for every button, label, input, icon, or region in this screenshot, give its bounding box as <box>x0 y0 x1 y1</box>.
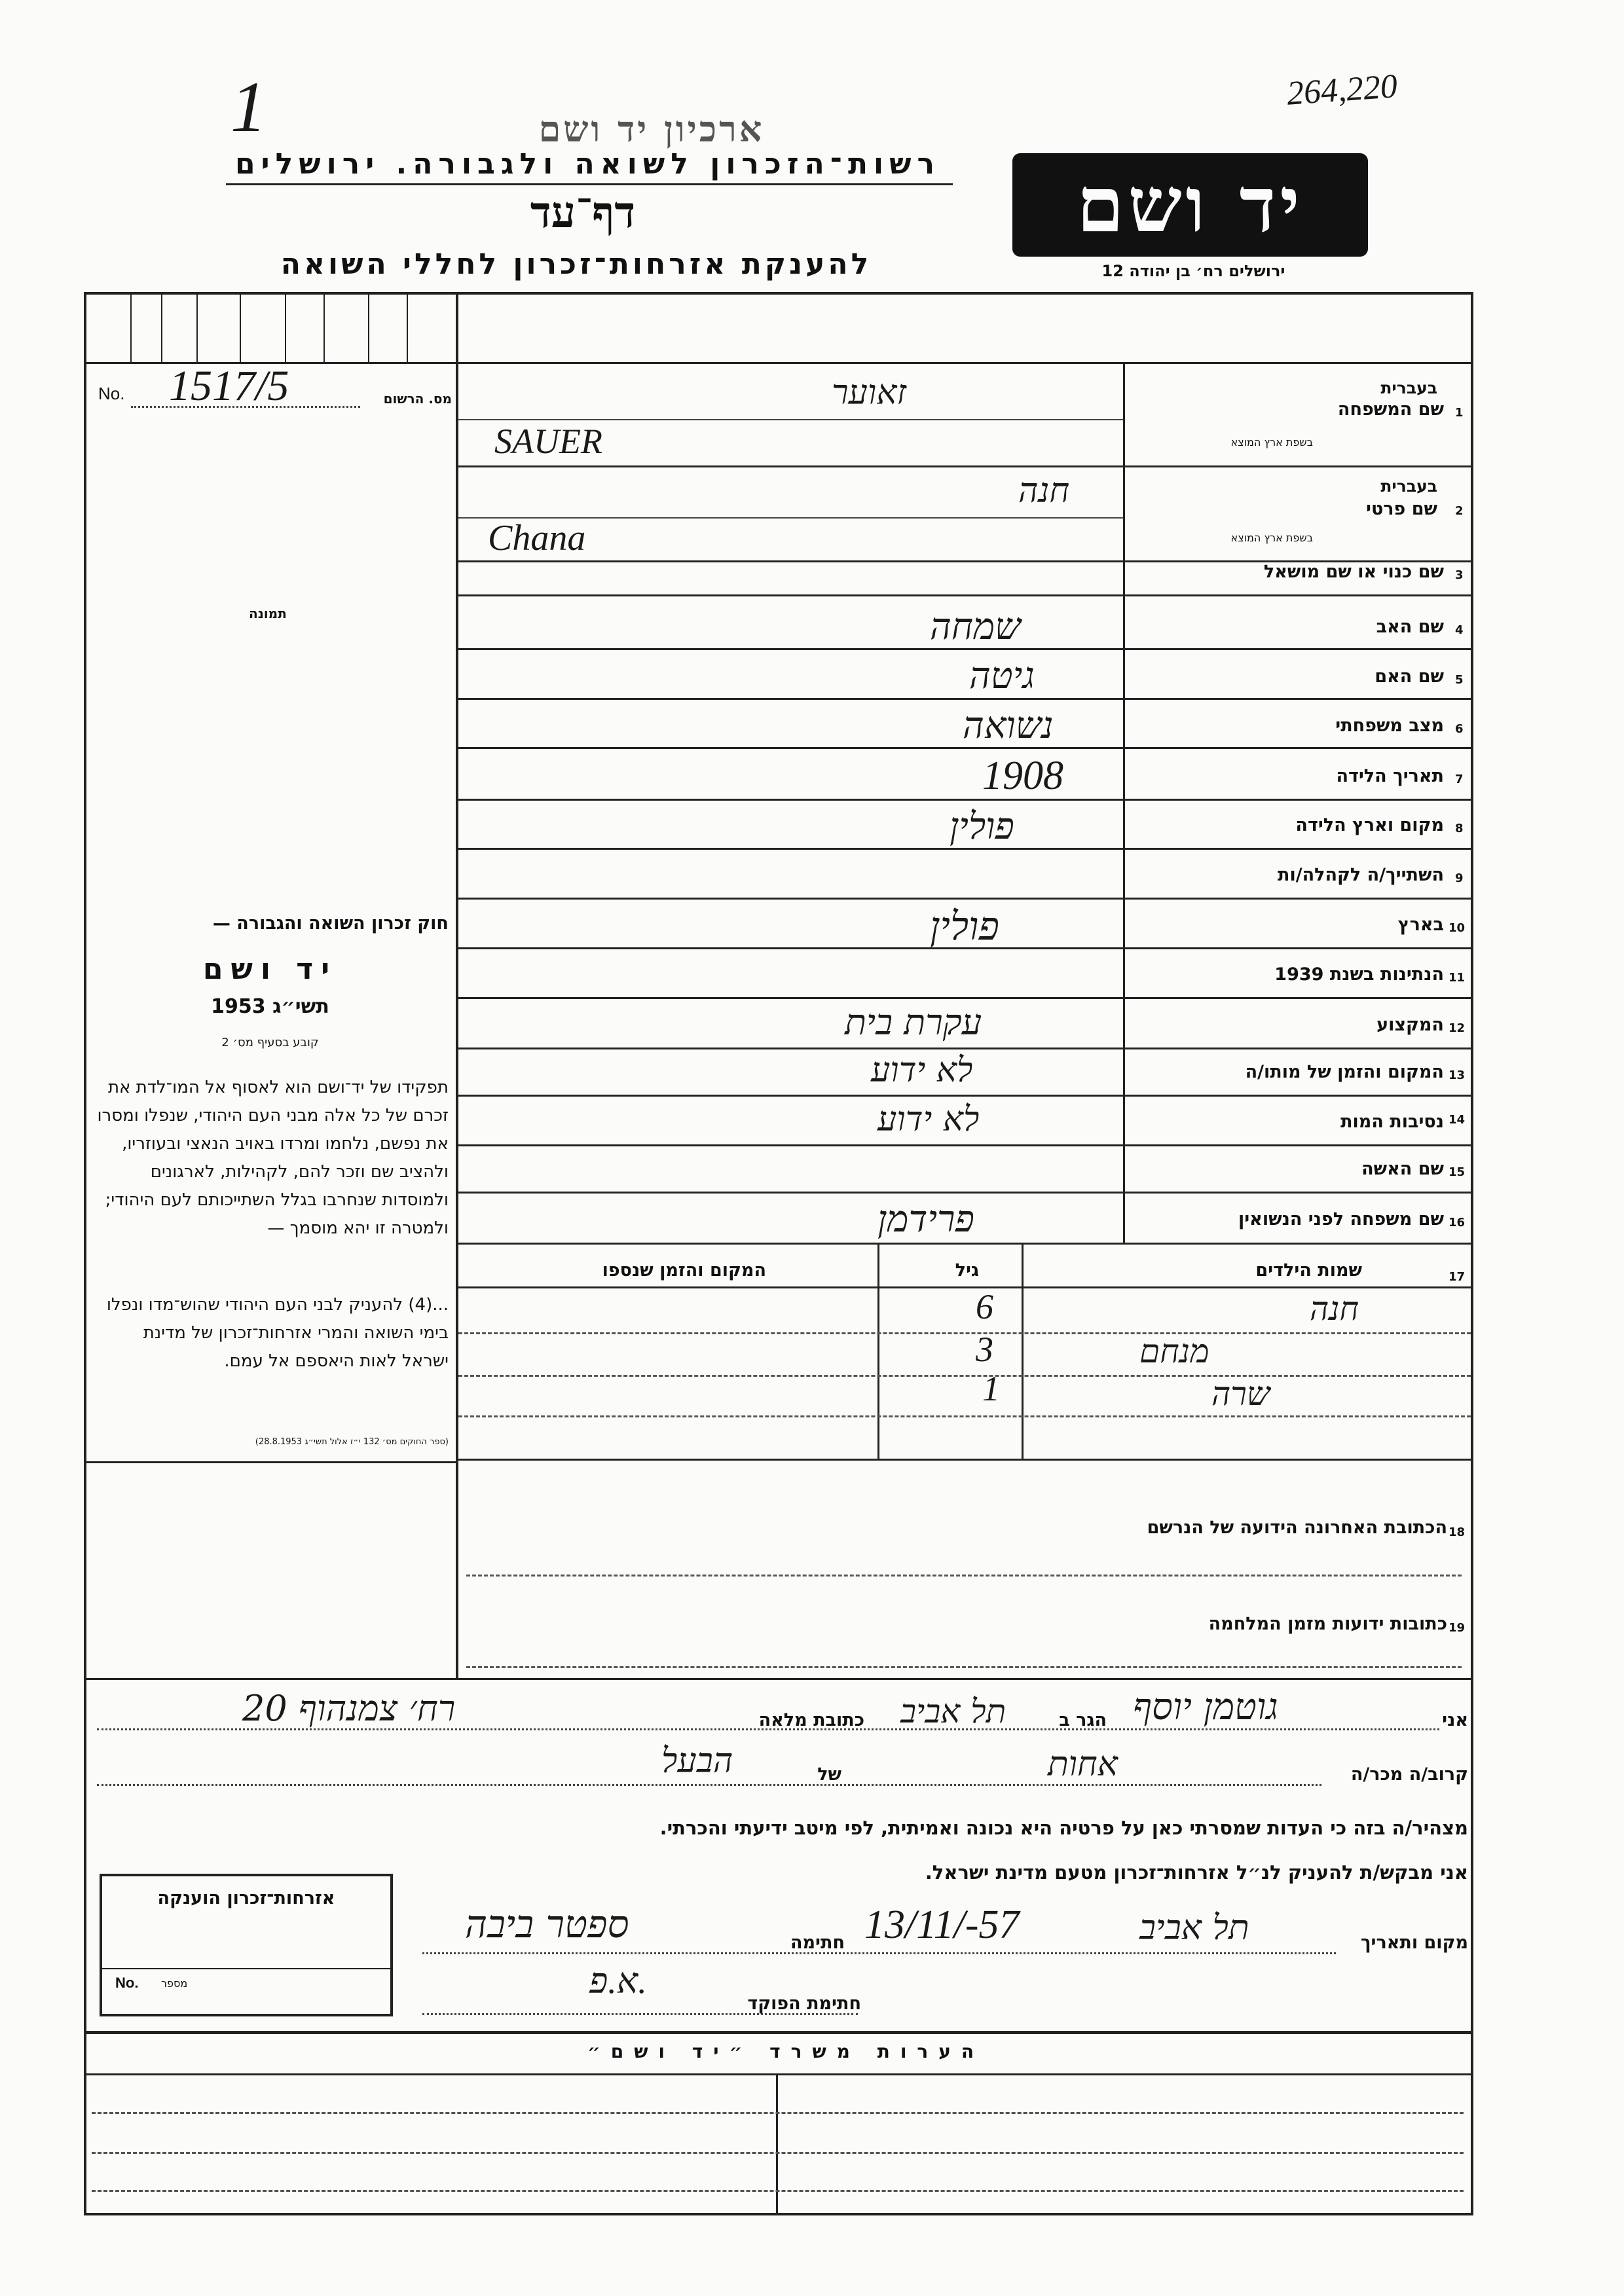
field-11-number: 11 <box>1449 971 1466 985</box>
row-line-1 <box>458 465 1471 467</box>
field-19-label: כתובות ידועות מזמן המלחמה <box>1208 1614 1447 1634</box>
field-1-number: 1 <box>1455 406 1464 420</box>
field-9-label: השתייך/ה לקהלה/ות <box>1278 865 1444 885</box>
citizenship-box-number-label: מספר <box>161 1977 188 1990</box>
top-cell-4 <box>240 295 241 362</box>
declaration-place-value: תל אביב <box>1139 1908 1249 1948</box>
declaration-relative-label: קרוב/ה מכר/ה <box>1350 1764 1468 1785</box>
law-text-2: ...(4) להעניק לבני העם היהודי שהוש־מדו ונפלו בימי השואה והמרי אזרחות־זכרון של מדינת ישראל לאות היאספם אל עמם. <box>106 1295 449 1371</box>
row-line-12 <box>458 1048 1471 1049</box>
row-line-14 <box>458 1144 1471 1146</box>
field-15-number: 15 <box>1449 1165 1466 1179</box>
child-3-age: 1 <box>982 1369 1000 1408</box>
field-1-sub-hebrew: בעברית <box>1380 378 1437 397</box>
authority-underline <box>226 183 953 185</box>
row-line-16 <box>458 1243 1471 1245</box>
declaration-of-value: הבעל <box>661 1741 733 1781</box>
field-4-number: 4 <box>1455 623 1464 637</box>
field-9-number: 9 <box>1455 871 1464 885</box>
law-title: חוק זכרון השואה והגבורה — <box>212 913 449 934</box>
frame-right <box>1471 292 1473 2215</box>
declaration-officer-signature: א.פ. <box>589 1961 647 2001</box>
field-5-value: גיטה <box>969 655 1035 697</box>
field-5-label: שם האם <box>1375 666 1444 687</box>
photo-label: תמונה <box>249 606 287 621</box>
citizenship-box-no: No. <box>115 1975 139 1991</box>
field-10-value: פולין <box>930 903 999 949</box>
row-line-11 <box>458 997 1471 999</box>
declaration-resident-label: הגר ב <box>1059 1710 1107 1730</box>
declaration-date-value: 13/11/-57 <box>864 1903 1020 1947</box>
child-2-age: 3 <box>976 1330 993 1369</box>
field-7-number: 7 <box>1455 773 1464 786</box>
field-18-label: הכתובת האחרונה הידועה של הנרשם <box>1147 1518 1447 1538</box>
top-cell-3 <box>196 295 198 362</box>
top-cell-8 <box>407 295 408 362</box>
declaration-of-label: של <box>817 1764 841 1785</box>
corner-mark: 1 <box>231 67 267 147</box>
declaration-line-2 <box>97 1784 1321 1786</box>
form-subtitle: להענקת אזרחות־זכרון לחללי השואה <box>280 247 872 281</box>
field-14-label: נסיבות המות <box>1340 1112 1444 1132</box>
field-12-label: המקצוע <box>1376 1015 1444 1035</box>
field-1-value-hebrew: זאוער <box>832 373 906 412</box>
office-notes-header-line <box>84 2073 1473 2075</box>
declaration-place-date-label: מקום ותאריך <box>1360 1933 1468 1953</box>
office-notes-divider <box>776 2073 778 2214</box>
declaration-line-officer <box>422 2013 858 2015</box>
office-notes-top <box>84 2031 1473 2034</box>
field-3-number: 3 <box>1455 568 1464 582</box>
row-line-9 <box>458 898 1471 900</box>
field-18-line-2 <box>466 1575 1462 1576</box>
field-1-sub-origin: בשפת ארץ המוצא <box>1230 436 1313 448</box>
office-notes-line-3 <box>92 2190 1464 2192</box>
office-notes-title: הערות משרד ״יד ושם״ <box>587 2041 985 2062</box>
label-column-divider <box>1123 362 1125 1243</box>
declaration-request: אני מבקש/ת להעניק לנ״ל אזרחות־זכרון מטעם מדינת ישראל. <box>925 1861 1468 1884</box>
field-7-value: 1908 <box>982 754 1063 798</box>
field-16-value: פרידמן <box>877 1198 974 1241</box>
law-name: יד ושם <box>202 953 338 986</box>
field-12-value: עקרת בית <box>845 1002 982 1043</box>
row-line-5 <box>458 698 1471 700</box>
field-7-label: תאריך הלידה <box>1336 766 1444 786</box>
declaration-signature-label: חתימה <box>790 1933 845 1953</box>
row-line-6 <box>458 747 1471 749</box>
field-10-number: 10 <box>1449 921 1466 935</box>
field-6-number: 6 <box>1455 722 1464 736</box>
logo-text: יד ושם <box>1077 160 1304 249</box>
field-10-label: בארץ <box>1397 915 1444 935</box>
field-2-sub-hebrew: בעברית <box>1380 477 1437 496</box>
children-row-line-3 <box>458 1415 1471 1417</box>
field-3-label: שם כנוי או שם מושאל <box>1263 562 1444 582</box>
declaration-signature-value: ספטר ביבה <box>465 1902 629 1946</box>
corner-number: 264,220 <box>1285 67 1399 113</box>
archive-stamp: ארכיון יד ושם <box>538 108 765 150</box>
field-1-label: שם המשפחה <box>1337 399 1444 420</box>
field-2-label: שם פרטי <box>1366 499 1437 519</box>
top-cell-2 <box>161 295 162 362</box>
citizenship-box-line <box>102 1968 390 1969</box>
declaration-relative-value: אחות <box>1048 1745 1118 1784</box>
citizenship-box <box>100 1874 393 2016</box>
declaration-address-value: רח׳ צמנהוף 20 <box>242 1688 456 1729</box>
field-11-label: הנתינות בשנת 1939 <box>1274 964 1444 985</box>
child-2-name: מנחם <box>1139 1332 1209 1370</box>
declaration-resident-value: תל אביב <box>900 1692 1006 1730</box>
logo <box>1015 156 1365 254</box>
child-1-name: חנה <box>1310 1290 1359 1328</box>
row-line-8 <box>458 848 1471 850</box>
row-line-3 <box>458 594 1471 596</box>
left-column-bottom <box>84 1461 457 1463</box>
field-2-sub-origin: בשפת ארץ המוצא <box>1230 532 1313 544</box>
field-1-value-origin: SAUER <box>494 422 602 461</box>
field-18-number: 18 <box>1449 1525 1466 1539</box>
field-8-label: מקום וארץ הלידה <box>1295 815 1444 835</box>
field-6-label: מצב משפחתי <box>1335 716 1444 736</box>
children-col-age: גיל <box>955 1260 979 1281</box>
field-19-line-2 <box>466 1666 1462 1668</box>
field-4-label: שם האב <box>1376 617 1444 637</box>
office-notes-line-2 <box>92 2152 1464 2154</box>
citizenship-box-title: אזרחות־זכרון הוענקה <box>157 1888 335 1908</box>
field-6-value: נשואה <box>963 704 1054 747</box>
field-4-value: שמחה <box>930 606 1021 648</box>
declaration-address-label: כתובת מלאה <box>758 1710 864 1730</box>
addresses-bottom-line <box>84 1678 1473 1680</box>
left-column-divider <box>456 292 458 1679</box>
law-year: תשי״ג 1953 <box>211 995 329 1018</box>
children-divider-age-right <box>1022 1243 1024 1459</box>
children-col-names: שמות הילדים <box>1255 1260 1362 1281</box>
declaration-officer-label: חתימת הפוקד <box>747 1994 861 2014</box>
field-14-value: לא ידוע <box>877 1100 980 1139</box>
children-row-line-2 <box>458 1375 1471 1377</box>
office-notes-line-1 <box>92 2112 1464 2114</box>
field-17-number: 17 <box>1449 1270 1466 1284</box>
declaration-i-label: אני <box>1442 1710 1468 1730</box>
field-2-number: 2 <box>1455 504 1464 518</box>
law-clause: קובע בסעיף מס׳ 2 <box>221 1036 319 1049</box>
children-divider-age-left <box>877 1243 879 1459</box>
top-cell-1 <box>130 295 132 362</box>
children-bottom-line <box>458 1459 1471 1461</box>
field-13-value: לא ידוע <box>871 1051 973 1090</box>
frame-left <box>84 292 86 2215</box>
row-line-15 <box>458 1192 1471 1194</box>
field-2-value-hebrew: חנה <box>1018 471 1070 511</box>
child-1-age: 6 <box>976 1287 993 1326</box>
child-3-name: שרה <box>1211 1375 1270 1413</box>
field-13-number: 13 <box>1449 1068 1466 1082</box>
logo-address: ירושלים רח׳ בן יהודה 12 <box>1101 262 1285 280</box>
authority-line: רשות־הזכרון לשואה ולגבורה. ירושלים <box>235 147 940 181</box>
top-grid-line <box>84 362 1473 364</box>
field-5-number: 5 <box>1455 673 1464 687</box>
row-line-7 <box>458 799 1471 801</box>
field-16-label: שם משפחה לפני הנשואין <box>1238 1209 1444 1230</box>
frame-bottom <box>84 2213 1473 2215</box>
row-line-1a <box>458 419 1123 420</box>
registration-no-value: 1517/5 <box>169 362 289 410</box>
declaration-line-place <box>422 1952 1336 1954</box>
law-text-1: תפקידו של יד־ושם הוא לאסוף אל המו־לדת את זכרם של כל אלה מבני העם היהודי, שנפלו ומסרו את נפשם, נלחמו ומרדו באויב הנאצי ובעוזריו, ולהציב שם וזכר להם, לקהילות, לארגונים ולמוסדות שנחרבו בגלל השתייכותם לעם היהודי; ולמטרה זו יהא מוסמך — <box>97 1078 449 1238</box>
field-8-number: 8 <box>1455 822 1464 835</box>
field-15-label: שם האשה <box>1361 1159 1444 1179</box>
children-header-line <box>458 1286 1471 1288</box>
row-line-4 <box>458 648 1471 650</box>
children-col-place: המקום והזמן שנספו <box>602 1260 766 1281</box>
registration-no-label: No. <box>98 384 125 403</box>
field-14-number: 14 <box>1449 1113 1466 1127</box>
law-source: (ספר החוקים מס׳ 132 י״ז אלול תשי״ג 28.8.1953) <box>255 1437 449 1447</box>
declaration-statement: מצהיר/ה בזה כי העדות שמסרתי כאן על פרטיה היא נכונה ואמיתית, לפי מיטב ידיעתי והכרתי. <box>659 1817 1468 1839</box>
field-13-label: המקום והזמן של מותו/ה <box>1245 1062 1444 1082</box>
row-line-13 <box>458 1095 1471 1097</box>
field-19-number: 19 <box>1449 1621 1466 1635</box>
top-cell-5 <box>285 295 286 362</box>
field-2-value-origin: Chana <box>488 518 586 558</box>
frame-top <box>84 292 1473 295</box>
field-12-number: 12 <box>1449 1021 1466 1035</box>
children-row-line-1 <box>458 1332 1471 1334</box>
top-cell-7 <box>368 295 369 362</box>
field-8-value: פולין <box>950 805 1014 848</box>
declaration-i-value: גוטמן יוסף <box>1133 1686 1278 1728</box>
top-cell-6 <box>323 295 325 362</box>
registration-label: מס. הרשום <box>383 391 452 407</box>
form-title: דף־עד <box>530 187 636 238</box>
field-16-number: 16 <box>1449 1216 1466 1230</box>
